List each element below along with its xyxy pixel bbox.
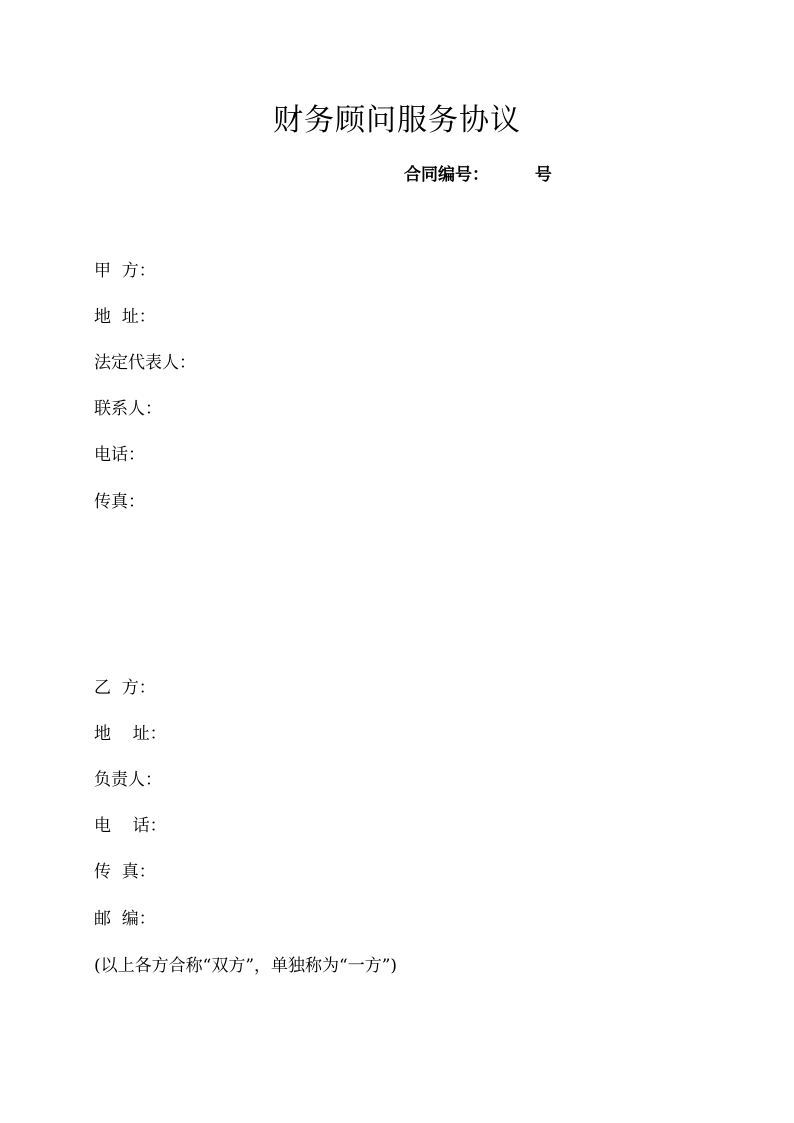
parties-definition-note: (以上各方合称“双方”，单独称为“一方”) xyxy=(94,956,398,976)
party-b-postcode-label: 邮 编： xyxy=(94,909,156,929)
party-a-contact-label: 联系人： xyxy=(94,399,162,419)
party-a-name-label: 甲 方： xyxy=(94,261,156,281)
party-b-manager-label: 负责人： xyxy=(94,770,162,790)
party-b-address-label: 地 址： xyxy=(94,724,167,744)
party-b-phone-label: 电 话： xyxy=(94,816,167,836)
party-b-fax-label: 传 真： xyxy=(94,862,156,882)
party-b-name-label: 乙 方： xyxy=(94,678,156,698)
contract-number-label: 合同编号： xyxy=(404,165,489,185)
party-a-address-label: 地 址： xyxy=(94,307,156,327)
party-a-fax-label: 传真： xyxy=(94,492,145,512)
document-title: 财务顾问服务协议 xyxy=(273,103,521,138)
party-a-legal-rep-label: 法定代表人： xyxy=(94,353,196,373)
party-a-phone-label: 电话： xyxy=(94,445,145,465)
contract-number-suffix: 号 xyxy=(534,165,552,185)
contract-number xyxy=(404,160,552,185)
